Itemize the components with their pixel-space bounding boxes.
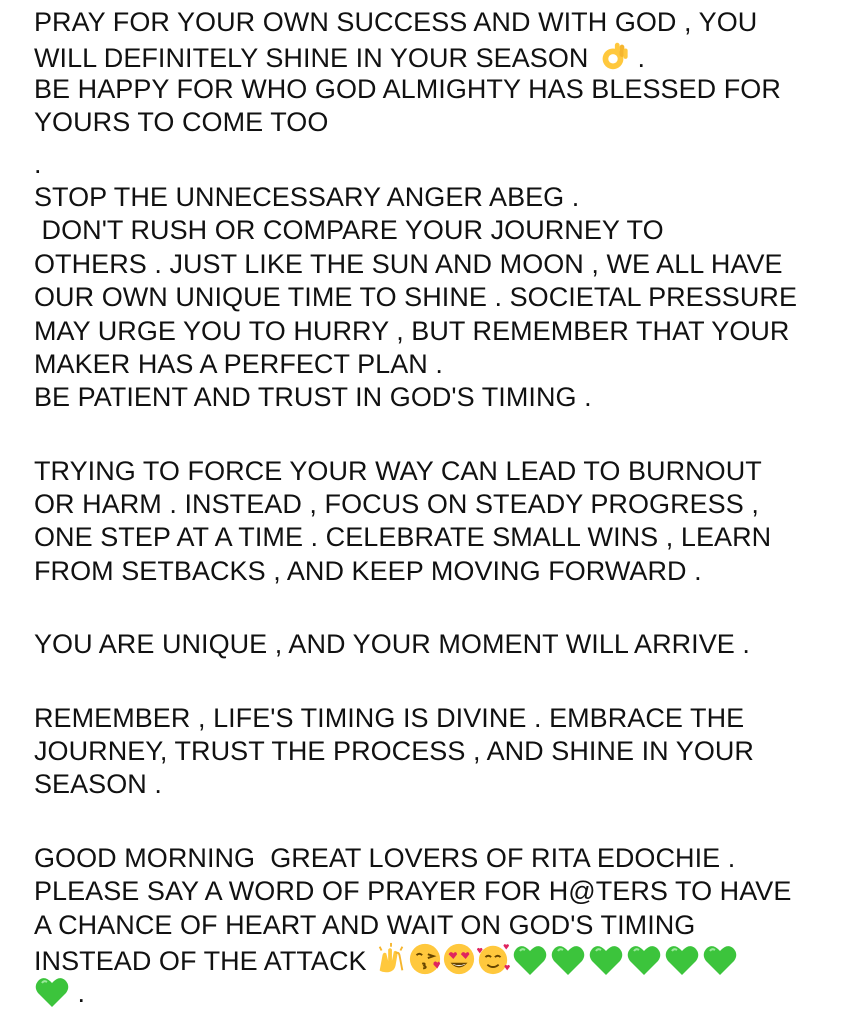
line-text: BE HAPPY FOR WHO GOD ALMIGHTY HAS BLESSED FOR [34, 73, 781, 104]
line-text: INSTEAD OF THE ATTACK [34, 945, 375, 976]
line-text: MAY URGE YOU TO HURRY , BUT REMEMBER THAT YOUR [34, 315, 790, 346]
line-text: ONE STEP AT A TIME . CELEBRATE SMALL WINS , LEARN [34, 522, 772, 553]
post-line [34, 6, 834, 39]
post-line [34, 248, 834, 281]
line-text: DON'T RUSH OR COMPARE YOUR JOURNEY TO [34, 215, 664, 246]
post-line [34, 315, 834, 348]
line-text: TRYING TO FORCE YOUR WAY CAN LEAD TO BURNOUT [34, 455, 762, 486]
line-text: BE PATIENT AND TRUST IN GOD'S TIMING . [34, 382, 592, 413]
green-heart-emoji [34, 975, 70, 1009]
post-line [34, 909, 834, 942]
line-text: PRAY FOR YOUR OWN SUCCESS AND WITH GOD , YOU [34, 7, 758, 37]
line-text: FROM SETBACKS , AND KEEP MOVING FORWARD . [34, 555, 702, 586]
green-heart-emoji [626, 943, 662, 977]
post-line [34, 381, 834, 414]
line-text: JOURNEY, TRUST THE PROCESS , AND SHINE IN YOUR [34, 736, 754, 767]
post-line [34, 768, 834, 801]
post-line [34, 521, 834, 554]
green-heart-emoji [512, 943, 548, 977]
green-heart-emoji [550, 943, 586, 977]
raising-hands-emoji [374, 942, 408, 976]
line-text: A CHANCE OF HEART AND WAIT ON GOD'S TIMING [34, 909, 696, 940]
post-line [34, 975, 834, 1008]
ok-hand-emoji [596, 39, 630, 73]
line-text: MAKER HAS A PERFECT PLAN . [34, 348, 443, 379]
line-text: YOU ARE UNIQUE , AND YOUR MOMENT WILL ARRIVE . [34, 629, 750, 660]
post-line [34, 628, 834, 661]
post-line [34, 942, 834, 975]
line-text: SEASON . [34, 769, 162, 800]
post-line [34, 214, 834, 247]
line-text: STOP THE UNNECESSARY ANGER ABEG . [34, 181, 580, 212]
post-line [34, 702, 834, 735]
line-text: REMEMBER , LIFE'S TIMING IS DIVINE . EMBRACE THE [34, 702, 745, 733]
green-heart-emoji [664, 943, 700, 977]
post-line [34, 488, 834, 521]
line-text: . [34, 148, 42, 179]
post-line [34, 148, 834, 181]
line-text: WILL DEFINITELY SHINE IN YOUR SEASON [34, 43, 589, 74]
post-line [34, 39, 834, 72]
line-text: PLEASE SAY A WORD OF PRAYER FOR H@TERS TO HAVE [34, 876, 792, 907]
heart-eyes-emoji [442, 942, 476, 976]
post-line [34, 348, 834, 381]
line-text: GOOD MORNING GREAT LOVERS OF RITA EDOCHIE . [34, 842, 736, 873]
post-line [34, 842, 834, 875]
face-blowing-kiss-emoji [408, 942, 442, 976]
post-line [34, 181, 834, 214]
line-text: OR HARM . INSTEAD , FOCUS ON STEADY PROGRESS , [34, 489, 759, 520]
line-text: OUR OWN UNIQUE TIME TO SHINE . SOCIETAL PRESSURE [34, 282, 798, 313]
green-heart-emoji [588, 943, 624, 977]
line-text: OTHERS . JUST LIKE THE SUN AND MOON , WE ALL HAVE [34, 248, 783, 279]
post-line [34, 455, 834, 488]
smiling-face-with-hearts-emoji [476, 942, 510, 976]
line-text: YOURS TO COME TOO [34, 107, 329, 138]
post-line [34, 106, 834, 139]
green-heart-emoji [702, 943, 738, 977]
line-text: . [70, 978, 86, 1009]
post-line [34, 735, 834, 768]
post-line [34, 281, 834, 314]
post-line [34, 875, 834, 908]
post-line [34, 73, 834, 106]
post-body [34, 6, 834, 1009]
line-text: . [630, 43, 646, 74]
post-line [34, 555, 834, 588]
